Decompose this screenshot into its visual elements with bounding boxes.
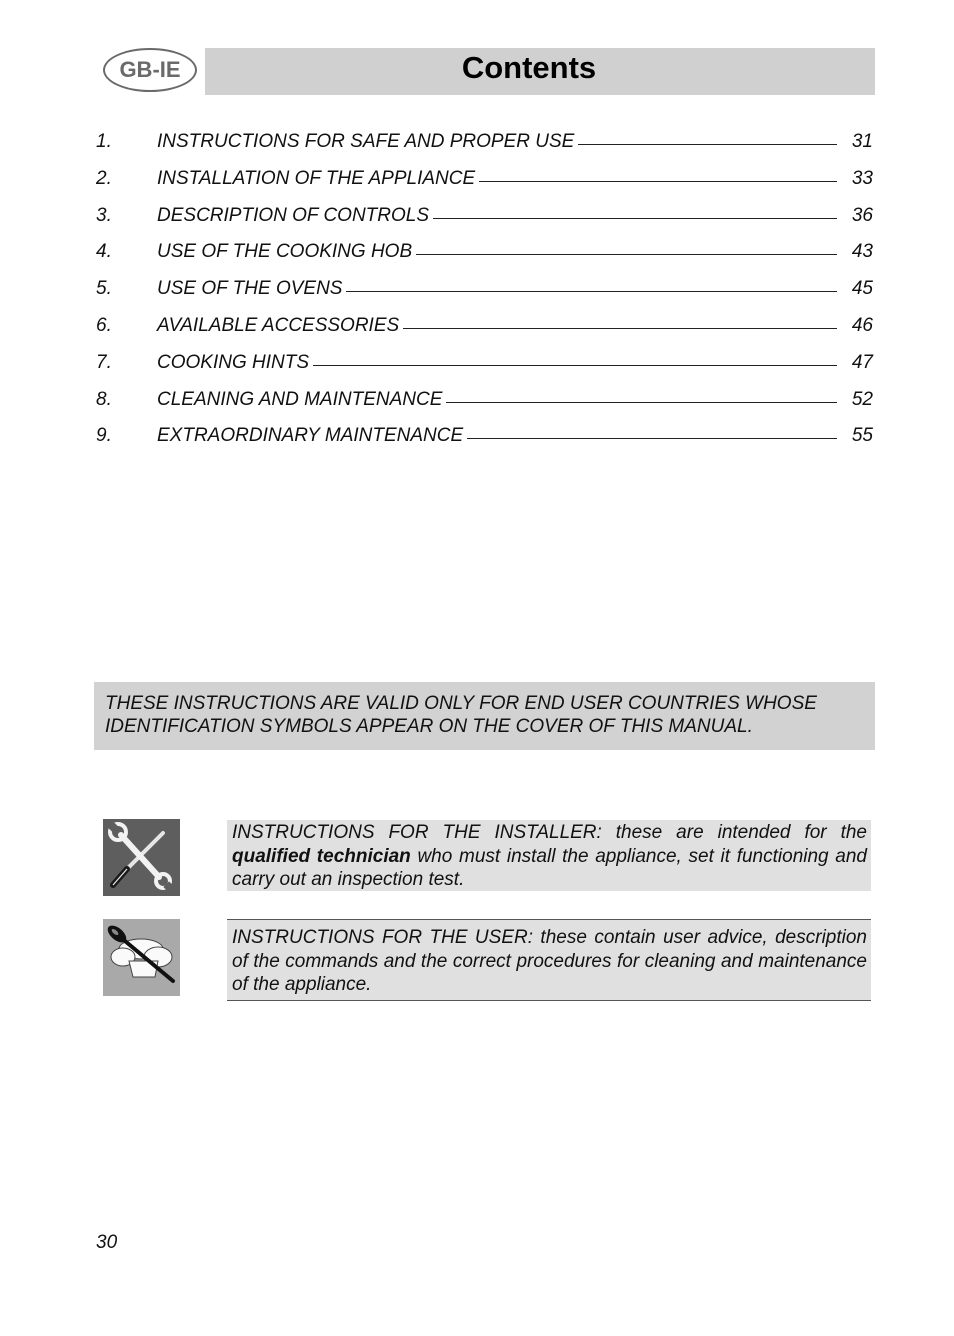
- toc-entry: [96, 278, 873, 315]
- toc-leader: [446, 402, 837, 403]
- toc-number: 4.: [96, 241, 112, 263]
- page-number: 30: [96, 1232, 118, 1253]
- toc-number: 3.: [96, 204, 112, 226]
- wrench-screwdriver-icon: [103, 819, 180, 896]
- validity-notice: [94, 682, 875, 750]
- toc-leader: [433, 218, 837, 219]
- toc-entry: [96, 389, 873, 426]
- user-instructions: [227, 919, 871, 1001]
- toc-number: 9.: [96, 425, 112, 447]
- toc-leader: [467, 438, 837, 439]
- toc-number: 5.: [96, 278, 112, 300]
- toc-title: AVAILABLE ACCESSORIES: [157, 314, 400, 336]
- toc-title: COOKING HINTS: [157, 351, 310, 373]
- installer-text-start: INSTRUCTIONS FOR THE INSTALLER: these are intended for the: [232, 822, 867, 843]
- title-bar: [205, 48, 875, 95]
- toc-number: 7.: [96, 351, 112, 373]
- toc-number: 2.: [96, 167, 112, 189]
- toc-title: DESCRIPTION OF CONTROLS: [157, 204, 430, 226]
- toc-page-number: 52: [851, 388, 873, 410]
- toc-page-number: 36: [851, 204, 873, 226]
- toc-page-number: 33: [851, 167, 873, 189]
- toc-leader: [313, 365, 837, 366]
- toc-page-number: 55: [851, 425, 873, 447]
- toc-leader: [403, 328, 837, 329]
- toc-entry: [96, 352, 873, 389]
- table-of-contents: [96, 131, 873, 462]
- toc-leader: [416, 254, 837, 255]
- toc-title: USE OF THE COOKING HOB: [157, 241, 413, 263]
- toc-title: USE OF THE OVENS: [157, 278, 343, 300]
- toc-entry: [96, 241, 873, 278]
- installer-text-end: who must install the appliance, set it functioning and carry out an inspection test.: [232, 845, 867, 890]
- toc-title: CLEANING AND MAINTENANCE: [157, 388, 443, 410]
- page-title: Contents: [461, 50, 597, 85]
- toc-page-number: 46: [851, 314, 873, 336]
- user-text: INSTRUCTIONS FOR THE USER: these contain user advice, description of the commands and the correct procedures for cleaning and maintenance of the appliance.: [232, 927, 867, 995]
- toc-title: EXTRAORDINARY MAINTENANCE: [157, 425, 464, 447]
- installer-text-bold: qualified technician: [232, 845, 411, 867]
- toc-title: INSTRUCTIONS FOR SAFE AND PROPER USE: [157, 131, 575, 152]
- toc-page-number: 47: [851, 351, 873, 373]
- country-badge: GB-IE: [103, 48, 197, 92]
- toc-number: 1.: [96, 131, 112, 152]
- toc-leader: [479, 181, 837, 182]
- toc-page-number: 31: [851, 131, 873, 152]
- toc-entry: [96, 205, 873, 242]
- toc-entry: [96, 425, 873, 462]
- chef-hat-spoon-icon: [103, 919, 180, 996]
- toc-title: INSTALLATION OF THE APPLIANCE: [157, 167, 476, 189]
- toc-number: 8.: [96, 388, 112, 410]
- toc-page-number: 45: [851, 278, 873, 300]
- toc-entry: [96, 168, 873, 205]
- validity-notice-text: THESE INSTRUCTIONS ARE VALID ONLY FOR END USER COUNTRIES WHOSE IDENTIFICATION SYMBOLS APPEAR ON THE COVER OF THIS MANUAL.: [105, 693, 817, 737]
- toc-leader: [578, 144, 837, 145]
- toc-number: 6.: [96, 314, 112, 336]
- toc-entry: [96, 131, 873, 168]
- toc-entry: [96, 315, 873, 352]
- toc-page-number: 43: [851, 241, 873, 263]
- installer-instructions: [227, 820, 871, 891]
- toc-leader: [346, 291, 837, 292]
